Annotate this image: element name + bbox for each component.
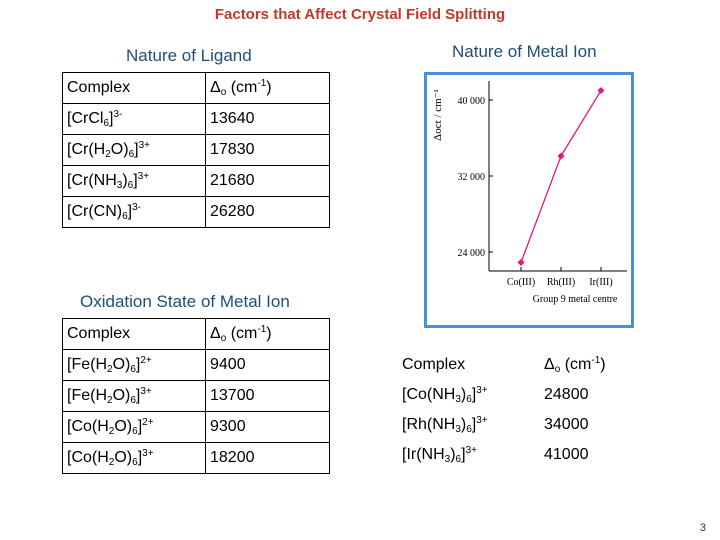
x-tick-label: Ir(III): [589, 277, 613, 288]
complex-cell: $[Co(H_2O)_6]^{2+}$: [63, 412, 206, 443]
x-tick-label: Co(III): [506, 277, 536, 288]
delta-cell: 34000: [544, 416, 589, 433]
table-row: [398, 380, 663, 410]
table-row: [398, 440, 663, 470]
metal-col-delta: $\Delta_o$ $(cm^{-1})$: [544, 355, 606, 375]
y-axis-label: Δoct / cm⁻¹: [432, 89, 444, 141]
complex-cell: $[Cr(H_2O)_6]^{3+}$: [63, 135, 206, 166]
y-tick-label: 24 000: [457, 248, 485, 259]
table-row: [63, 443, 330, 474]
complex-cell: $[Rh(NH_3)_6]^{3+}$: [402, 415, 488, 435]
ligand-col-delta: $\Delta_o$ $(cm^{-1})$: [206, 73, 330, 104]
delta-cell: 9300: [206, 412, 330, 443]
page-number: 3: [699, 522, 706, 534]
complex-cell: [CrCl$_6$]$^{3-}$: [63, 104, 206, 135]
x-tick-label: Rh(III): [546, 277, 576, 288]
ligand-table: [62, 72, 330, 228]
ligand-col-complex: Complex: [63, 73, 206, 104]
x-axis-label: Group 9 metal centre: [532, 294, 618, 305]
complex-cell: $[Cr(NH_3)_6]^{3+}$: [63, 166, 206, 197]
metal-table: [398, 350, 663, 470]
y-tick-label: 40 000: [457, 96, 485, 107]
delta-cell: 9400: [206, 350, 330, 381]
oxidation-header-row: [63, 319, 330, 350]
chart-marks: [517, 87, 604, 266]
table-row: [63, 350, 330, 381]
y-tick-label: 32 000: [457, 172, 485, 183]
table-row: [63, 197, 330, 228]
metal-header-row: [398, 350, 663, 380]
ligand-header-row: [63, 73, 330, 104]
complex-cell: $[Cr(CN)_6]^{3-}$: [63, 197, 206, 228]
complex-cell: $[Co(NH_3)_6]^{3+}$: [402, 385, 488, 405]
table-row: [63, 166, 330, 197]
table-row: [63, 412, 330, 443]
metal-chart-svg: [427, 75, 631, 325]
slide-title: Factors that Affect Crystal Field Splitting: [214, 6, 506, 23]
table-row: [63, 381, 330, 412]
table-row: [63, 135, 330, 166]
complex-cell: $[Ir(NH_3)_6]^{3+}$: [402, 445, 477, 465]
delta-cell: 13700: [206, 381, 330, 412]
oxidation-col-delta: $\Delta_o$ $(cm^{-1})$: [206, 319, 330, 350]
complex-cell: $[Fe(H_2O)_6]^{2+}$: [63, 350, 206, 381]
delta-cell: 24800: [544, 386, 589, 403]
oxidation-table: [62, 318, 330, 474]
delta-cell: 21680: [206, 166, 330, 197]
metal-heading: Nature of Metal Ion: [452, 42, 597, 61]
metal-chart: [424, 72, 634, 328]
table-row: [63, 104, 330, 135]
data-line: [521, 91, 601, 263]
data-point: [597, 87, 604, 94]
oxidation-col-complex: Complex: [63, 319, 206, 350]
ligand-heading: Nature of Ligand: [126, 46, 252, 65]
metal-col-complex: Complex: [402, 356, 466, 373]
delta-cell: 18200: [206, 443, 330, 474]
delta-cell: 41000: [544, 446, 589, 463]
data-point: [517, 259, 524, 266]
delta-cell: 13640: [206, 104, 330, 135]
data-point: [557, 153, 564, 160]
complex-cell: $[Co(H_2O)_6]^{3+}$: [63, 443, 206, 474]
chart-axes: [432, 81, 627, 305]
delta-cell: 17830: [206, 135, 330, 166]
table-row: [398, 410, 663, 440]
oxidation-heading: Oxidation State of Metal Ion: [80, 292, 290, 311]
delta-cell: 26280: [206, 197, 330, 228]
complex-cell: $[Fe(H_2O)_6]^{3+}$: [63, 381, 206, 412]
